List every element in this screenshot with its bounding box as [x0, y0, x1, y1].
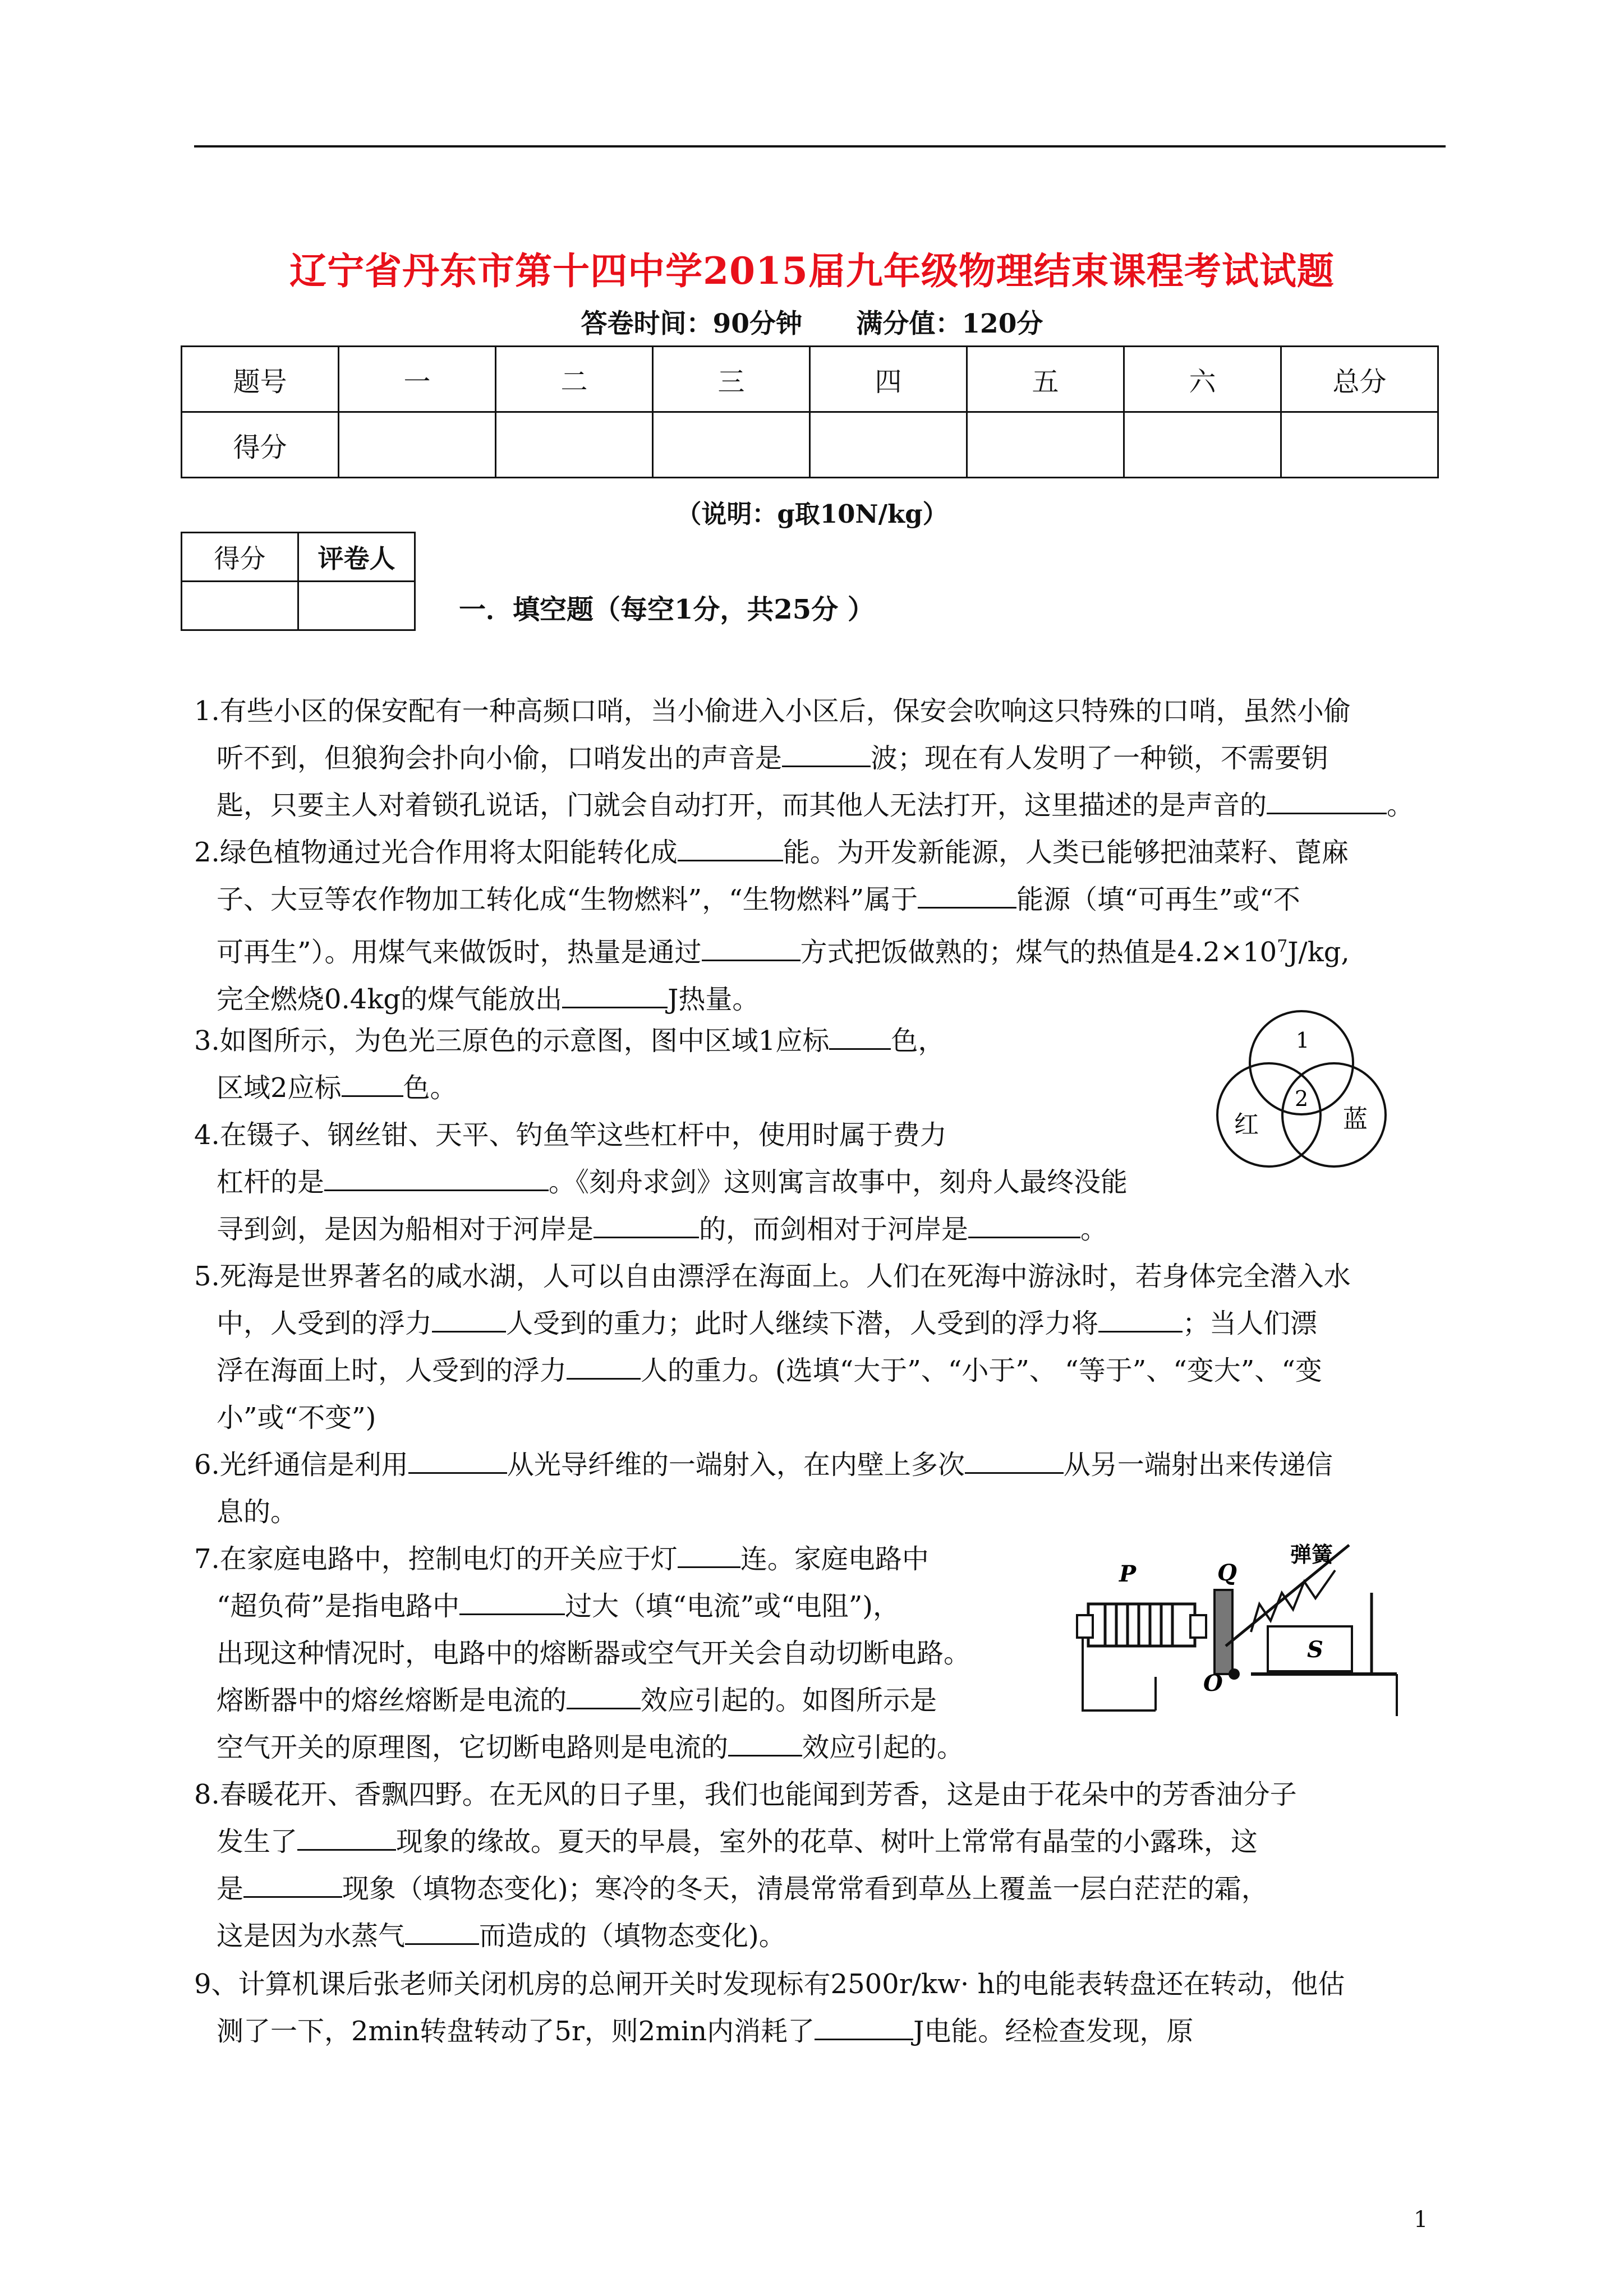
answer-blank[interactable]	[459, 1587, 565, 1615]
answer-blank[interactable]	[1098, 1304, 1183, 1333]
label-spring: 弹簧	[1290, 1542, 1333, 1567]
question-line: “超负荷”是指电路中 过大（填“电流”或“电阻”)，	[194, 1583, 1069, 1630]
question-line: 可再生”）。用煤气来做饭时，热量是通过 方式把饭做熟的；煤气的热值是$4.2\times 10^7J/kg$,	[194, 923, 1456, 976]
question-line: 匙，只要主人对着锁孔说话，门就会自动打开，而其他人无法打开，这里描述的是声音的 。	[194, 782, 1456, 829]
question-line: 息的。	[217, 1496, 298, 1528]
question-5	[194, 1253, 1456, 1441]
label-S: S	[1307, 1636, 1323, 1663]
answer-blank[interactable]	[594, 1210, 699, 1238]
question-line: 是 现象（填物态变化)；寒冷的冬天，清晨常常看到草丛上覆盖一层白茫茫的霜，	[194, 1865, 1456, 1912]
air-switch-diagram	[1066, 1537, 1425, 1727]
question-line: 杠杆的是 。《刻舟求剑》这则寓言故事中，刻舟人最终没能	[194, 1159, 1260, 1206]
question-3	[194, 1017, 1204, 1112]
full-score: 满分值：120分	[856, 308, 1043, 339]
answer-blank[interactable]	[782, 739, 871, 767]
score-table	[181, 345, 1439, 478]
answer-blank[interactable]	[702, 933, 801, 961]
score-input-cell[interactable]	[496, 412, 653, 478]
exam-info	[0, 303, 1624, 340]
section-title: 一．填空题（每空1分，共25分 ）	[459, 594, 875, 625]
question-2	[194, 829, 1456, 1023]
question-line: 听不到，但狼狗会扑向小偷，口哨发出的声音是 波；现在有人发明了一种锁，不需要钥	[194, 735, 1456, 782]
answer-blank[interactable]	[342, 1068, 403, 1097]
answer-blank[interactable]	[408, 1445, 507, 1474]
question-line: 这是因为水蒸气 而造成的（填物态变化)。	[194, 1912, 1456, 1960]
grader-score-cell[interactable]	[182, 582, 298, 630]
question-6	[194, 1441, 1456, 1536]
answer-blank[interactable]	[243, 1869, 342, 1898]
score-table-cell: 二	[496, 347, 653, 412]
question-line: 测了一下，2min转盘转动了5r，则2min内消耗了 J电能。经检查发现，原	[194, 2008, 1456, 2055]
armature-Q	[1214, 1590, 1232, 1674]
header-rule	[194, 145, 1446, 147]
question-9	[194, 1961, 1456, 2055]
grader-table	[181, 532, 416, 631]
venn-region-2-label: 2	[1295, 1086, 1309, 1111]
question-line: 子、大豆等农作物加工转化成“生物燃料”，“生物燃料”属于 能源（填“可再生”或“不	[194, 876, 1456, 923]
question-line: 3.如图所示，为色光三原色的示意图，图中区域1应标 色，	[194, 1017, 1204, 1064]
answer-blank[interactable]	[567, 1351, 641, 1380]
question-4	[194, 1112, 1260, 1253]
score-table-cell: 总分	[1281, 347, 1438, 412]
question-line: 8.春暖花开、香飘四野。在无风的日子里，我们也能闻到芳香，这是由于花朵中的芳香油分子	[194, 1779, 1297, 1810]
question-line: 2.绿色植物通过光合作用将太阳能转化成 能。为开发新能源，人类已能够把油菜籽、蓖麻	[194, 829, 1456, 876]
score-input-cell[interactable]	[1281, 412, 1438, 478]
score-input-cell[interactable]	[967, 412, 1124, 478]
question-line: 浮在海面上时，人受到的浮力 人的重力。(选填“大于”、“小于”、 “等于”、“变大”、“变	[194, 1347, 1456, 1394]
question-1	[194, 688, 1456, 829]
answer-blank[interactable]	[829, 1021, 891, 1050]
answer-blank[interactable]	[432, 1304, 506, 1333]
question-line: 5.死海是世界著名的咸水湖，人可以自由漂浮在海面上。人们在死海中游泳时，若身体完全潜入水	[194, 1261, 1351, 1292]
answer-blank[interactable]	[678, 1539, 740, 1568]
venn-region-1-label: 1	[1296, 1028, 1310, 1053]
score-row-label: 得分	[182, 412, 339, 478]
answer-blank[interactable]	[297, 1822, 396, 1851]
score-table-cell: 五	[967, 347, 1124, 412]
score-input-cell[interactable]	[653, 412, 810, 478]
label-P: P	[1119, 1561, 1137, 1587]
question-line: 空气开关的原理图，它切断电路则是电流的 效应引起的。	[194, 1724, 1069, 1771]
question-7	[194, 1536, 1069, 1771]
answer-blank[interactable]	[678, 833, 783, 861]
question-line: 区域2应标 色。	[194, 1064, 1204, 1112]
exam-note: （说明：g取10N/kg）	[676, 499, 948, 529]
question-line: 完全燃烧0.4kg的煤气能放出 J热量。	[194, 976, 1456, 1023]
score-table-cell: 一	[339, 347, 496, 412]
answer-blank[interactable]	[405, 1916, 479, 1945]
question-line: 寻到剑，是因为船相对于河岸是 的，而剑相对于河岸是 。	[194, 1206, 1479, 1253]
question-line: 出现这种情况时，电路中的熔断器或空气开关会自动切断电路。	[217, 1638, 971, 1669]
label-Q: Q	[1217, 1560, 1237, 1586]
label-O: O	[1203, 1670, 1223, 1696]
question-line: 6.光纤通信是利用 从光导纤维的一端射入，在内壁上多次 从另一端射出来传递信	[194, 1441, 1456, 1488]
grader-name-label: 评卷人	[298, 533, 415, 582]
venn-blue-label: 蓝	[1343, 1105, 1368, 1133]
score-input-cell[interactable]	[339, 412, 496, 478]
score-input-cell[interactable]	[1124, 412, 1281, 478]
question-line: 7.在家庭电路中，控制电灯的开关应于灯 连。家庭电路中	[194, 1536, 1069, 1583]
page-number: 1	[1414, 2207, 1428, 2233]
score-table-cell: 六	[1124, 347, 1281, 412]
score-table-cell: 四	[810, 347, 967, 412]
answer-blank[interactable]	[562, 980, 668, 1008]
grader-score-label: 得分	[182, 533, 298, 582]
score-input-cell[interactable]	[810, 412, 967, 478]
question-line: 小”或“不变”)	[217, 1402, 376, 1433]
score-table-score-row	[182, 412, 1438, 478]
score-table-header-row	[182, 347, 1438, 412]
question-line: 中，人受到的浮力 人受到的重力；此时人继续下潜，人受到的浮力将 ；当人们漂	[194, 1300, 1456, 1347]
answer-blank[interactable]	[324, 1163, 549, 1191]
answer-blank[interactable]	[815, 2012, 913, 2040]
question-8	[194, 1771, 1456, 1960]
exam-title: 辽宁省丹东市第十四中学2015届九年级物理结束课程考试试题	[289, 249, 1335, 293]
question-line: 发生了 现象的缘故。夏天的早晨，室外的花草、树叶上常常有晶莹的小露珠，这	[194, 1818, 1456, 1865]
circuit-wire	[1083, 1638, 1156, 1711]
question-line: 熔断器中的熔丝熔断是电流的 效应引起的。如图所示是	[194, 1677, 1069, 1724]
question-line: 1.有些小区的保安配有一种高频口哨，当小偷进入小区后，保安会吹响这只特殊的口哨，虽然小偷	[194, 695, 1351, 727]
score-table-cell: 三	[653, 347, 810, 412]
answer-blank[interactable]	[965, 1445, 1064, 1474]
venn-red-label: 红	[1234, 1110, 1259, 1139]
question-line: 4.在镊子、钢丝钳、天平、钓鱼竿这些杠杆中，使用时属于费力	[194, 1119, 947, 1151]
answer-blank[interactable]	[728, 1728, 802, 1756]
answer-blank[interactable]	[567, 1681, 641, 1709]
grader-name-cell[interactable]	[298, 582, 415, 630]
exam-time: 答卷时间：90分钟	[581, 308, 802, 339]
answer-blank[interactable]	[918, 880, 1016, 909]
answer-blank[interactable]	[1267, 786, 1387, 814]
answer-blank[interactable]	[968, 1210, 1080, 1238]
score-table-cell: 题号	[182, 347, 339, 412]
spring	[1251, 1570, 1335, 1632]
pivot-O	[1229, 1668, 1240, 1680]
question-line: 9、计算机课后张老师关闭机房的总闸开关时发现标有2500r/kw· h的电能表转盘还在转动，他估	[194, 1968, 1345, 2000]
